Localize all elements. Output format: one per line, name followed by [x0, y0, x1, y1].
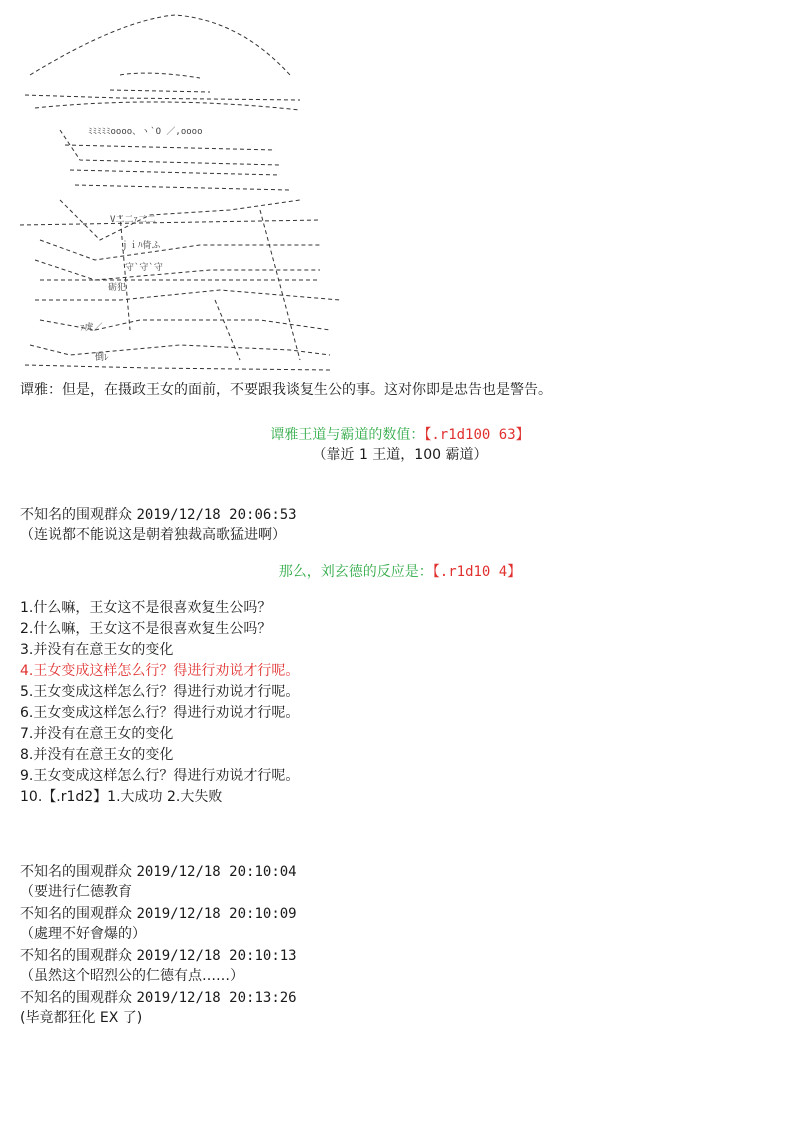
comment-text: (毕竟都狂化 EX 了): [20, 1010, 143, 1026]
roll2-label: 那么，刘玄德的反应是：: [278, 564, 433, 580]
option-10: 10.【.r1d2】1.大成功 2.大失败: [20, 789, 223, 805]
svg-text:砺犯: 砺犯: [108, 283, 127, 293]
comment-time: 2019/12/18 20:06:53: [136, 507, 297, 523]
comment-user: 不知名的围观群众: [20, 906, 132, 922]
dialogue-line: 谭雅：但是，在摄政王女的面前，不要跟我谈复生公的事。这对你即是忠告也是警告。: [20, 382, 552, 398]
comment-header: [20, 988, 297, 1008]
comment-header: [20, 862, 297, 882]
comment-text: （處理不好會爆的）: [20, 926, 146, 942]
comment-header: [20, 946, 297, 966]
comment-header: [20, 904, 297, 924]
comment-text: （虽然这个昭烈公的仁德有点……）: [20, 968, 244, 984]
option-7: 7.并没有在意王女的变化: [20, 726, 174, 742]
comment-time: 2019/12/18 20:10:04: [136, 864, 297, 880]
comment1-header: [20, 505, 297, 525]
option-4-selected: 4.王女变成这样怎么行？得进行劝说才行呢。: [20, 663, 300, 679]
option-3: 3.并没有在意王女的变化: [20, 642, 174, 658]
comment-time: 2019/12/18 20:10:09: [136, 906, 297, 922]
option-9: 9.王女变成这样怎么行？得进行劝说才行呢。: [20, 768, 300, 784]
ascii-art-icon: [0, 0, 340, 380]
comment-time: 2019/12/18 20:13:26: [136, 990, 297, 1006]
comment-time: 2019/12/18 20:10:13: [136, 948, 297, 964]
svg-text:倒ﾚ: 倒ﾚ: [95, 353, 109, 363]
option-5: 5.王女变成这样怎么行？得进行劝说才行呢。: [20, 684, 300, 700]
svg-text:守`守`守: 守`守`守: [125, 263, 163, 273]
option-6: 6.王女变成这样怎么行？得进行劝说才行呢。: [20, 705, 300, 721]
comment-text: （要进行仁德教育: [20, 884, 132, 900]
option-2: 2.什么嘛，王女这不是很喜欢复生公吗？: [20, 621, 272, 637]
roll1-note: （靠近 1 王道，100 霸道）: [312, 447, 488, 463]
roll1-label: 谭雅王道与霸道的数值：: [270, 427, 425, 443]
roll2-result: 【.r1d10 4】: [432, 564, 522, 580]
comment-user: 不知名的围观群众: [20, 864, 132, 880]
svg-text:ｧ虎／: ｧ虎／: [80, 323, 103, 333]
comment-user: 不知名的围观群众: [20, 990, 132, 1006]
option-8: 8.并没有在意王女的变化: [20, 747, 174, 763]
comment-user: 不知名的围观群众: [20, 507, 132, 523]
roll2-line: [0, 562, 800, 582]
roll1-result: 【.r1d100 63】: [424, 427, 530, 443]
svg-text:ﾐﾐﾐﾐﾐoooo、ヽ`O ／,oooo: ﾐﾐﾐﾐﾐoooo、ヽ`O ／,oooo: [88, 127, 203, 137]
option-1: 1.什么嘛，王女这不是很喜欢复生公吗？: [20, 600, 272, 616]
svg-text:V二二ｧ二二: V二二ｧ二二: [110, 215, 156, 225]
ascii-art-figure: [0, 0, 340, 380]
roll1-line: [0, 425, 800, 445]
comment-user: 不知名的围观群众: [20, 948, 132, 964]
svg-text:ｊｉﾊ倚ふ: ｊｉﾊ倚ふ: [120, 241, 161, 251]
comment1-text: （连说都不能说这是朝着独裁高歌猛进啊）: [20, 527, 286, 543]
